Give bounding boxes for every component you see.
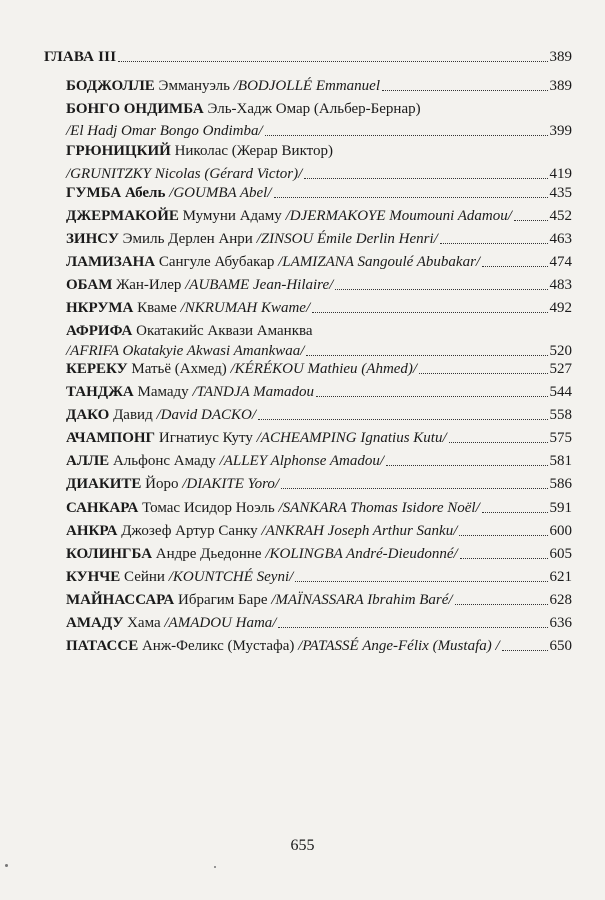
entry-name: БОДЖОЛЛЕ [66,78,155,94]
leader-dots [306,354,547,356]
toc-entry [66,406,572,424]
chapter-heading [44,48,572,66]
entry-name: КОЛИНГБА [66,546,153,562]
toc-entry [66,522,572,540]
entry-lat: /KOUNTCHÉ Seyni/ [168,569,294,585]
entry-page: 621 [549,569,572,585]
entry-page: 575 [549,430,572,446]
entry-rus: Йоро [145,476,179,492]
leader-dots [460,557,548,559]
entry-page: 591 [549,500,572,516]
entry-lat: /BODJOLLÉ Emmanuel [233,78,381,94]
entry-name: ОБАМ [66,277,113,293]
entry-page: 636 [549,615,572,631]
leader-dots [316,395,548,397]
entry-rus: Анж-Феликс (Мустафа) [141,638,295,654]
entry-lat: /David DACKO/ [156,407,257,423]
leader-dots [449,441,548,443]
leader-dots [459,534,547,536]
entry-page: 389 [549,78,572,94]
scan-speck [5,864,8,867]
entry-name: ЗИНСУ [66,231,119,247]
entry-lat: /AFRIFA Okatakyie Akwasi Amankwaa/ [66,343,305,359]
entry-lat: /ACHEAMPING Ignatius Kutu/ [256,430,447,446]
entry-rus: Кваме [137,300,177,316]
entry-rus: Хама [127,615,161,631]
entry-page: 483 [549,277,572,293]
chapter-title: ГЛАВА III [44,49,117,65]
toc-entry [66,230,572,248]
leader-dots [304,177,547,179]
leader-dots [258,418,547,420]
entry-rus: Давид [113,407,153,423]
entry-lat: /ALLEY Alphonse Amadou/ [219,453,384,469]
entry-page: 435 [549,185,572,201]
leader-dots [382,89,547,91]
entry-rus: Игнатиус Куту [158,430,253,446]
leader-dots [295,580,547,582]
entry-page: 605 [549,546,572,562]
entry-page: 399 [549,123,572,139]
entry-lat: /LAMIZANA Sangoulé Abubakar/ [278,254,481,270]
entry-name: АЧАМПОНГ [66,430,156,446]
toc-entry [66,383,572,401]
entry-rus: Томас Исидор Ноэль [142,500,275,516]
entry-lat: /PATASSÉ Ange-Félix (Mustafa) / [298,638,500,654]
entry-name: САНКАРА [66,500,139,516]
entry-lat: /El Hadj Omar Bongo Ondimba/ [66,123,263,139]
leader-dots [482,511,548,513]
entry-page: 586 [549,476,572,492]
toc-entry [66,100,572,140]
toc-entry [66,360,572,378]
leader-dots [265,134,548,136]
entry-lat: /AMADOU Hama/ [164,615,277,631]
entry-rus: Ибрагим Баре [178,592,268,608]
toc-entry [66,77,572,95]
leader-dots [312,311,547,313]
entry-page: 492 [549,300,572,316]
toc-entry [66,545,572,563]
entry-name: КЕРЕКУ [66,361,128,377]
entry-lat: /MAÏNASSARA Ibrahim Baré/ [271,592,453,608]
entry-page: 628 [549,592,572,608]
entry-lat: /ZINSOU Émile Derlin Henri/ [256,231,438,247]
toc-entry [66,591,572,609]
toc-entry [66,568,572,586]
entry-name: НКРУМА [66,300,134,316]
leader-dots [118,60,547,62]
entry-page: 558 [549,407,572,423]
entry-name: БОНГО ОНДИМБА [66,101,204,117]
toc-entry [66,429,572,447]
leader-dots [514,219,548,221]
toc-entry [66,299,572,317]
leader-dots [455,603,548,605]
page-number: 655 [290,837,315,854]
entry-rus: Окатакийс Аквази Аманква [136,323,313,339]
entry-lat: /GRUNITZKY Nicolas (Gérard Victor)/ [66,166,303,182]
leader-dots [440,242,548,244]
entry-name: ГРЮНИЦКИЙ [66,143,171,159]
entry-rus: Абель [125,185,166,201]
entry-lat: /TANDJA Mamadou [192,384,314,400]
leader-dots [278,626,547,628]
entry-page: 650 [549,638,572,654]
entry-rus: Жан-Илер [116,277,182,293]
entry-rus: Альфонс Амаду [112,453,216,469]
entry-page: 419 [549,166,572,182]
entry-lat: /AUBAME Jean-Hilaire/ [185,277,334,293]
entry-page: 452 [549,208,572,224]
entry-rus: Андре Дьедонне [155,546,262,562]
leader-dots [386,464,548,466]
toc-entry [66,452,572,470]
entry-rus: Сангуле Абубакар [158,254,275,270]
leader-dots [419,372,547,374]
entry-lat: /KOLINGBA André-Dieudonné/ [265,546,458,562]
entry-page: 527 [549,361,572,377]
entry-name: ТАНДЖА [66,384,134,400]
leader-dots [502,649,548,651]
entry-page: 520 [549,343,572,359]
entry-lat: /DJERMAKOYE Moumouni Adamou/ [285,208,512,224]
entry-lat: /NKRUMAH Kwame/ [180,300,311,316]
entry-page: 581 [549,453,572,469]
entry-name: КУНЧЕ [66,569,121,585]
leader-dots [274,196,548,198]
entry-rus: Николас (Жерар Виктор) [174,143,334,159]
entry-lat: /DIAKITE Yoro/ [182,476,280,492]
toc-entry [66,475,572,493]
entry-rus: Эль-Хадж Омар (Альбер-Бернар) [207,101,421,117]
entry-name: ГУМБА [66,185,122,201]
entry-page: 544 [549,384,572,400]
toc-entry [66,142,572,183]
entry-lat: /KÉRÉKOU Mathieu (Ahmed)/ [230,361,418,377]
leader-dots [281,487,547,489]
entry-lat: /SANKARA Thomas Isidore Noël/ [278,500,480,516]
entry-rus: Эмиль Дерлен Анри [122,231,253,247]
leader-dots [335,288,547,290]
entry-name: АЛЛЕ [66,453,110,469]
entry-page: 474 [549,254,572,270]
entry-rus: Мумуни Адаму [182,208,282,224]
entry-name: АФРИФА [66,323,133,339]
entry-rus: Мамаду [137,384,189,400]
toc-entry [66,499,572,517]
entry-name: ДАКО [66,407,110,423]
entry-page: 463 [549,231,572,247]
toc-entry [66,253,572,271]
toc-entry [66,184,572,202]
entry-rus: Эммануэль [158,78,231,94]
scan-speck [214,866,216,868]
entry-rus: Матьё (Ахмед) [131,361,227,377]
toc-entry [66,276,572,294]
entry-page: 600 [549,523,572,539]
toc-entry [66,614,572,632]
entry-name: ДИАКИТЕ [66,476,142,492]
entry-name: ПАТАССЕ [66,638,139,654]
leader-dots [482,265,547,267]
entry-name: МАЙНАССАРА [66,592,175,608]
entry-name: АМАДУ [66,615,124,631]
chapter-page: 389 [549,49,572,65]
entry-lat: /GOUMBA Abel/ [169,185,272,201]
entry-name: ДЖЕРМАКОЙЕ [66,208,179,224]
toc-entry [66,207,572,225]
entry-lat: /ANKRAH Joseph Arthur Sanku/ [261,523,458,539]
entry-rus: Сейни [124,569,165,585]
entry-name: ЛАМИЗАНА [66,254,156,270]
entry-rus: Джозеф Артур Санку [121,523,258,539]
toc-entry [66,637,572,655]
toc-entry [66,322,572,360]
entry-name: АНКРА [66,523,118,539]
